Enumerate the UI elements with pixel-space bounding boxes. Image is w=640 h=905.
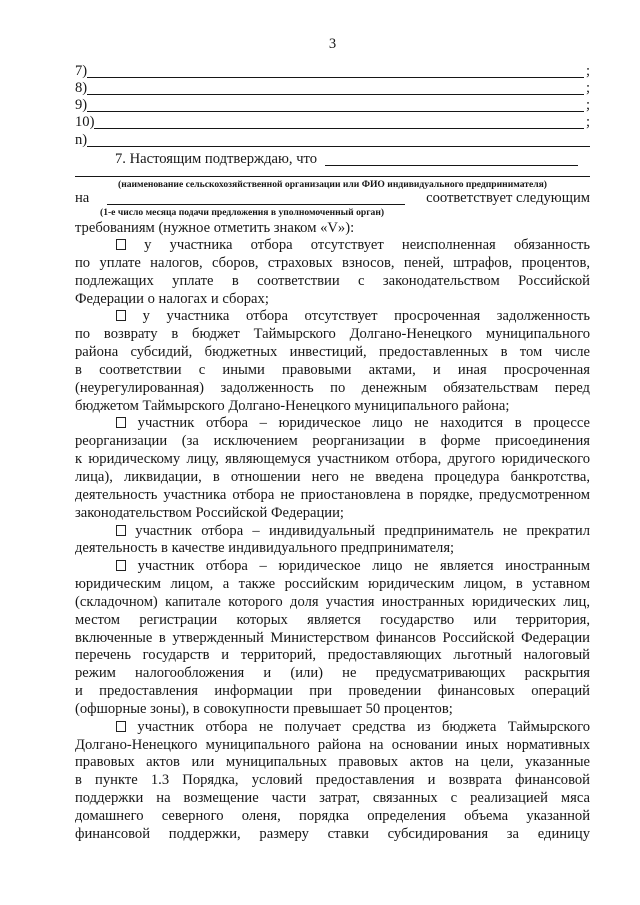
requirement-line bbox=[75, 308, 590, 326]
requirement-line: Федерации о налогах и сборах; bbox=[75, 290, 269, 307]
fill-in-line[interactable] bbox=[87, 97, 584, 112]
fill-in-line[interactable] bbox=[94, 114, 583, 129]
requirement-checkbox[interactable] bbox=[116, 525, 126, 536]
organization-name-caption: (наименование сельскохозяйственной организации или ФИО индивидуального предпринимателя) bbox=[118, 179, 547, 190]
requirement-text: участник отбора не получает средства из бюджета Таймырского bbox=[137, 718, 590, 735]
blank-item-9 bbox=[75, 97, 590, 115]
requirement-line: в соответствии с иными правовыми актами, и иная просроченная bbox=[75, 361, 590, 378]
requirement-checkbox[interactable] bbox=[116, 721, 126, 732]
date-row-tail: соответствует следующим bbox=[426, 190, 590, 206]
requirement-item bbox=[75, 415, 590, 522]
requirement-line: (неурегулированная) задолженность по денежным обязательствам перед bbox=[75, 379, 590, 396]
requirement-line: подлежащих уплате в соответствии с законодательством Российской bbox=[75, 272, 590, 289]
blank-item-n bbox=[75, 132, 590, 150]
fill-in-line[interactable] bbox=[87, 80, 584, 95]
page-number: 3 bbox=[328, 36, 337, 52]
requirement-line: лица), ликвидации, в отношении него не введена процедура банкротства, bbox=[75, 468, 590, 485]
fill-in-line[interactable] bbox=[87, 63, 584, 78]
requirement-line: юридическим лицом, а также российским юридическим лицом, в уставном bbox=[75, 576, 590, 593]
requirement-text: участник отбора – юридическое лицо не является иностранным bbox=[137, 558, 590, 575]
requirement-line: по уплате налогов, сборов, страховых взносов, пеней, штрафов, процентов, bbox=[75, 254, 590, 271]
confirmation-row bbox=[75, 151, 590, 169]
requirement-line: финансовой поддержки, размеру ставки субсидирования за единицу bbox=[75, 825, 590, 842]
requirement-item bbox=[75, 237, 590, 308]
requirement-line: района субсидий, бюджетных инвестиций, предоставленных в том числе bbox=[75, 344, 590, 361]
requirement-item bbox=[75, 523, 590, 559]
requirement-checkbox[interactable] bbox=[116, 310, 126, 321]
organization-name-line[interactable] bbox=[75, 176, 590, 177]
requirement-line: (складочном) капитале которого доля участия иностранных юридических лиц, bbox=[75, 593, 590, 610]
requirement-line: деятельность участника отбора не приостановлена в порядке, предусмотренном bbox=[75, 486, 590, 503]
blank-item-label: n) bbox=[75, 132, 88, 148]
requirement-item bbox=[75, 719, 590, 844]
requirements-list bbox=[75, 237, 590, 844]
requirement-line: деятельность в качестве индивидуального предпринимателя; bbox=[75, 540, 455, 557]
requirement-text: участник отбора – юридическое лицо не находится в процессе bbox=[137, 415, 590, 432]
requirement-line: Долгано-Ненецкого муниципального района на основании иных нормативных bbox=[75, 736, 590, 753]
requirement-text: у участника отбора отсутствует неисполненная обязанность bbox=[144, 237, 590, 253]
blank-item-end: ; bbox=[585, 114, 590, 130]
requirement-item bbox=[75, 558, 590, 719]
requirement-line: перечень государств и территорий, предоставляющих льготный налоговый bbox=[75, 647, 590, 664]
requirement-text: у участника отбора отсутствует просроченная задолженность bbox=[142, 308, 590, 325]
requirement-line bbox=[75, 719, 590, 737]
requirement-line bbox=[75, 558, 590, 576]
fill-in-line[interactable] bbox=[87, 132, 590, 147]
blank-item-label: 8) bbox=[75, 80, 88, 96]
requirement-line: к юридическому лицу, являющемуся участником отбора, другого юридического bbox=[75, 451, 590, 468]
requirement-checkbox[interactable] bbox=[116, 239, 126, 250]
requirement-line: домашнего северного оленя, порядка определения объема указанной bbox=[75, 808, 590, 824]
organization-name-field[interactable] bbox=[325, 151, 578, 166]
requirement-line: и предоставления информации при проведении финансовых операций bbox=[75, 683, 590, 700]
confirmation-lead: 7. Настоящим подтверждаю, что bbox=[115, 151, 318, 167]
requirement-line bbox=[75, 237, 590, 255]
blank-item-end: ; bbox=[585, 63, 590, 79]
requirement-line: правовых актов или муниципальных правовых актов на цели, указанные bbox=[75, 754, 590, 771]
requirement-line: по возврату в бюджет Таймырского Долгано-Ненецкого муниципального bbox=[75, 326, 590, 343]
requirement-line bbox=[75, 415, 590, 433]
requirement-checkbox[interactable] bbox=[116, 560, 126, 571]
blank-item-end: ; bbox=[585, 80, 590, 96]
requirement-text: участник отбора – индивидуальный предприниматель не прекратил bbox=[135, 522, 591, 539]
requirement-line: законодательством Российской Федерации; bbox=[75, 504, 344, 521]
blank-item-7 bbox=[75, 63, 590, 81]
requirement-line: в пункте 1.3 Порядка, условий предоставления и возврата финансовой bbox=[75, 772, 590, 789]
requirement-line: поддержки на возмещение части затрат, связанных с реализацией мяса bbox=[75, 790, 590, 807]
requirement-line: реорганизации (за исключением реорганизации в форме присоединения bbox=[75, 433, 590, 450]
date-row-label: на bbox=[75, 190, 90, 206]
blank-item-label: 10) bbox=[75, 114, 95, 130]
blank-item-end: ; bbox=[585, 97, 590, 113]
date-field[interactable] bbox=[107, 190, 405, 205]
requirement-line bbox=[75, 523, 590, 541]
blank-item-label: 7) bbox=[75, 63, 88, 79]
requirement-item bbox=[75, 308, 590, 415]
requirement-line: бюджетом Таймырского Долгано-Ненецкого муниципального района; bbox=[75, 397, 510, 414]
requirement-line: (офшорные зоны), в совокупности превышает 50 процентов; bbox=[75, 700, 453, 717]
requirement-checkbox[interactable] bbox=[116, 417, 126, 428]
blank-item-8 bbox=[75, 80, 590, 98]
date-caption: (1-е число месяца подачи предложения в уполномоченный орган) bbox=[100, 207, 385, 218]
date-row bbox=[75, 190, 590, 208]
requirement-line: режим налогообложения и (или) не предусматривающих раскрытия bbox=[75, 665, 590, 682]
requirements-intro: требованиям (нужное отметить знаком «V»): bbox=[75, 220, 355, 236]
blank-item-10 bbox=[75, 114, 590, 132]
requirement-line: местом регистрации которых является государство или территория, bbox=[75, 611, 590, 628]
requirement-line: включенные в утвержденный Министерством финансов Российской Федерации bbox=[75, 629, 590, 646]
blank-item-label: 9) bbox=[75, 97, 88, 113]
